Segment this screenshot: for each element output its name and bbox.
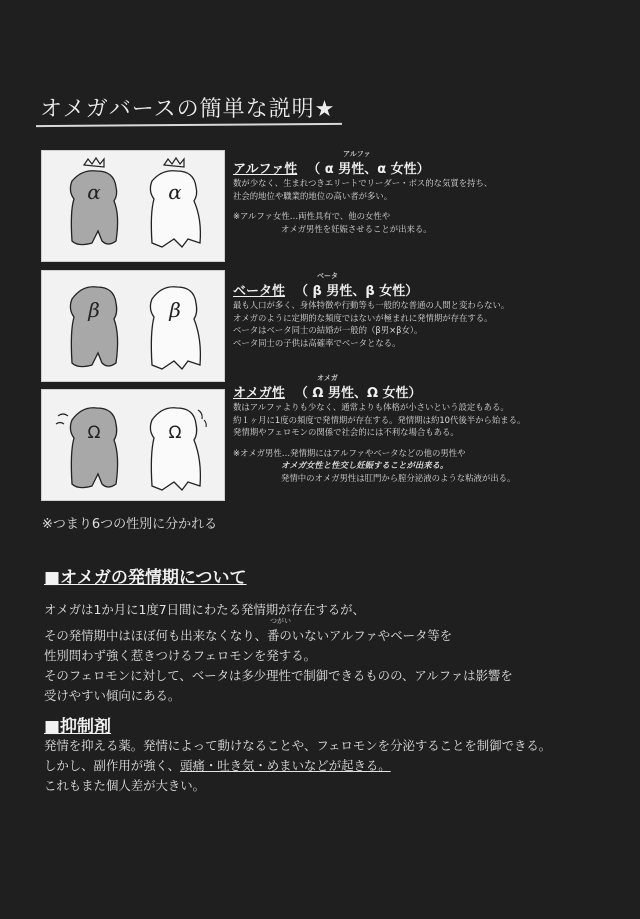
alpha-symbol-gray: α xyxy=(87,180,101,204)
estrus-paragraph: 性別問わず強く惹きつけるフェロモンを発する。 xyxy=(44,648,316,663)
alpha-illustration xyxy=(41,150,225,262)
omega-ruby: オメガ xyxy=(317,374,338,382)
omega-info xyxy=(233,374,613,485)
suppressant-line xyxy=(44,756,391,776)
estrus-paragraph: オメガは1か月に1度7日間にわたる発情期が存在するが、 xyxy=(44,602,365,617)
tsugai-ruby: つがい xyxy=(270,617,291,625)
suppressant-line: これもまた個人差が大きい。 xyxy=(44,778,206,793)
estrus-paragraph: 受けやすい傾向にある。 xyxy=(44,688,181,703)
omega-illustration xyxy=(41,389,225,501)
beta-name: ベータ性 xyxy=(233,284,286,299)
beta-heading xyxy=(233,272,613,299)
beta-symbol-gray: β xyxy=(88,298,100,322)
title-underline xyxy=(36,123,342,127)
alpha-name: アルファ性 xyxy=(233,162,298,177)
omega-note: ※オメガ男性…発情期にはアルファやベータなどの他の男性や xyxy=(233,447,466,458)
alpha-symbol-white: α xyxy=(168,180,182,204)
omega-symbol-gray: Ω xyxy=(87,423,101,443)
side-effects-text: 頭痛・吐き気・めまいなどが起きる。 xyxy=(180,758,391,773)
omega-note: 発情中のオメガ男性は肛門から膣分泌液のような粘液が出る。 xyxy=(281,472,516,483)
suppressant-line-plain: しかし、副作用が強く、 xyxy=(44,758,181,773)
alpha-note: ※アルファ女性…両性具有で、他の女性や xyxy=(233,211,391,222)
omega-line: 数はアルファよりも少なく、通常よりも体格が小さいという設定もある。 xyxy=(233,402,509,412)
alpha-sex: （ α 男性、α 女性） xyxy=(307,162,430,177)
omega-line: 発情期やフェロモンの関係で社会的には不利な場合もある。 xyxy=(233,427,459,438)
alpha-info xyxy=(233,150,613,235)
alpha-note: オメガ男性を妊娠させることが出来る。 xyxy=(281,223,432,234)
summary-note: ※つまり6つの性別に分かれる xyxy=(42,517,218,532)
beta-illustration xyxy=(41,270,225,382)
omega-symbol-white: Ω xyxy=(168,423,182,443)
beta-line: オメガのように定期的な頻度ではないが極まれに発情期が存在する。 xyxy=(233,312,493,323)
beta-line: ベータ同士の子供は高確率でベータとなる。 xyxy=(233,337,401,348)
beta-sex: （ β 男性、β 女性） xyxy=(295,284,419,299)
beta-line: ベータはベータ同士の結婚が一般的（β男×β女）。 xyxy=(233,325,423,336)
section-heading-estrus: ■オメガの発情期について xyxy=(44,568,247,588)
beta-symbol-white: β xyxy=(169,298,181,322)
omega-name: オメガ性 xyxy=(233,386,285,401)
omega-note: オメガ女性と性交し妊娠することが出来る。 xyxy=(281,460,449,471)
omega-line: 約１ヶ月に1度の頻度で発情期が存在する。発情期は約10代後半から始まる。 xyxy=(233,414,526,425)
omega-heading xyxy=(233,374,613,401)
page-title: オメガバースの簡単な説明★ xyxy=(40,97,336,122)
alpha-line: 社会的地位や職業的地位の高い者が多い。 xyxy=(233,190,393,201)
beta-line: 最も人口が多く、身体特徴や行動等も一般的な普通の人間と変わらない。 xyxy=(233,300,510,310)
estrus-paragraph: そのフェロモンに対して、ベータは多少理性で制御できるものの、アルファは影響を xyxy=(44,668,513,683)
beta-info xyxy=(233,272,613,349)
beta-ruby: ベータ xyxy=(317,272,338,280)
section-heading-suppressant: ■抑制剤 xyxy=(44,717,112,737)
alpha-line: 数が少なく、生まれつきエリートでリーダー・ボス的な気質を持ち、 xyxy=(233,178,493,188)
alpha-heading xyxy=(233,150,613,177)
omega-sex: （ Ω 男性、Ω 女性） xyxy=(294,386,422,401)
suppressant-line: 発情を抑える薬。発情によって動けなることや、フェロモンを分泌することを制御できる。 xyxy=(44,738,552,753)
estrus-paragraph: その発情期中はほぼ何も出来なくなり、番のいないアルファやベータ等を xyxy=(44,628,453,643)
alpha-ruby: アルファ xyxy=(343,150,371,158)
